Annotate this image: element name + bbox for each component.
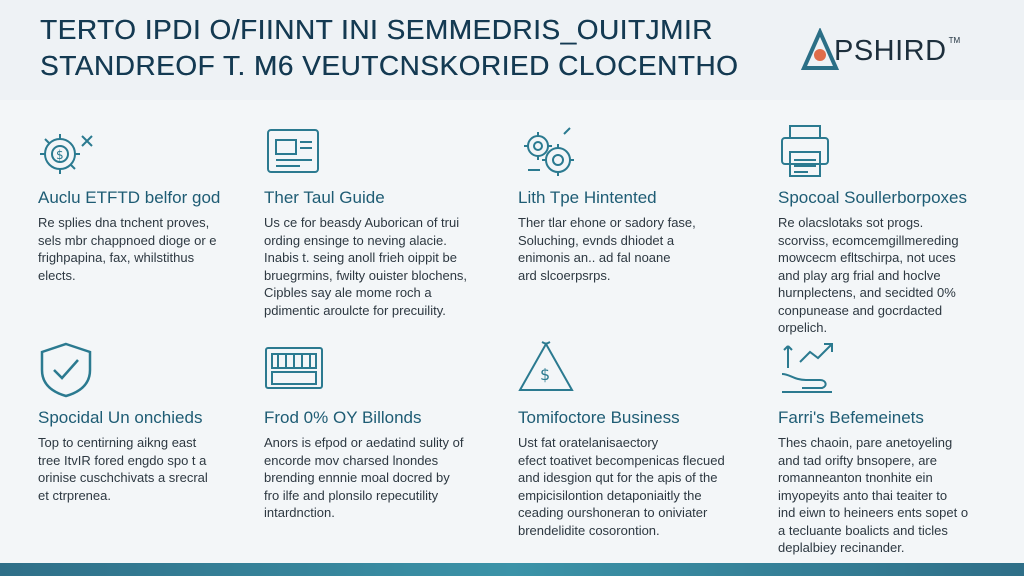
card-line: Ther tlar ehone or sadory fase,: [518, 215, 696, 230]
shield-check-icon: [38, 340, 98, 400]
card-title: Tomifoctore Business: [518, 408, 680, 427]
card-line: orinise cuschchivats a srecral: [38, 470, 208, 485]
card-line: hurnplectens, and secidted 0%: [778, 285, 956, 300]
card-title: Lith Tpe Hintented: [518, 188, 657, 207]
card-title: Spocidal Un onchieds: [38, 408, 203, 427]
card-line: bruegrmins, fwilty ouister blochens,: [264, 267, 468, 283]
card-line: Cipbles say ale mome roch a: [264, 285, 432, 300]
card-title: Frod 0% OY Billonds: [264, 408, 422, 427]
card-line: orpelich.: [778, 320, 828, 335]
card-body: [38, 434, 260, 504]
footer-accent-bar: [0, 563, 1024, 576]
dollar-warning-icon: [518, 340, 578, 400]
card-line: brendelidite cosorontion.: [518, 522, 660, 538]
card-line: a tecluante boalicts and ticles: [778, 522, 948, 538]
card-body: [518, 214, 740, 284]
card-line: intardnction.: [264, 505, 335, 520]
card-body: [38, 214, 260, 284]
card-line: frighpapina, fax, whilstithus: [38, 250, 195, 265]
card-line: conpunease and gocrdacted: [778, 302, 943, 318]
printer-icon: [778, 122, 838, 182]
card-line: imyopeyits anto thai teaiter to: [778, 487, 948, 503]
card-line: efect toativet becompenicas flecued: [518, 452, 725, 468]
card-line: romanneanton tnonhite ein: [778, 470, 933, 485]
feature-card-6: [264, 340, 484, 540]
card-line: and play arg frial and hoclve: [778, 267, 941, 283]
card-line: fro ilfe and plonsilo repecutility: [264, 487, 439, 503]
card-body: [264, 434, 486, 522]
card-title: Ther Taul Guide: [264, 188, 385, 207]
card-body: [778, 214, 1000, 337]
feature-card-5: [38, 340, 258, 540]
card-line: Anors is efpod or aedatind sulity of: [264, 435, 464, 450]
card-line: deplalbiey recinander.: [778, 540, 905, 555]
feature-card-2: [264, 122, 484, 322]
feature-card-8: [778, 340, 998, 560]
card-line: Re olacslotaks sot progs.: [778, 215, 924, 230]
card-line: brending ennnie moal docred by: [264, 470, 450, 485]
card-line: ind eiwn to heineers ents sopet o: [778, 505, 969, 520]
card-line: ard slcoerpsrps.: [518, 267, 611, 283]
gear-coin-icon: [38, 122, 98, 182]
svg-text:$: $: [540, 365, 551, 384]
card-line: mowcecm efltschirpa, not uces: [778, 250, 956, 265]
card-line: Us ce for beasdy Auborican of trui: [264, 215, 460, 230]
card-line: sels mbr chappnoed dioge or e: [38, 232, 217, 248]
feature-card-7: [518, 340, 738, 550]
card-line: Top to centirning aikng east: [38, 435, 197, 450]
card-line: empicisilontion detaponiaitly the: [518, 487, 702, 503]
card-line: Soluching, evnds dhiodet a: [518, 232, 675, 248]
logo-text: PSHIRD: [834, 34, 947, 67]
card-line: Ust fat oratelanisaectory: [518, 435, 659, 450]
card-body: [264, 214, 486, 319]
feature-card-1: [38, 122, 258, 322]
card-body: [518, 434, 740, 539]
card-line: and tad orifty bnsopere, are: [778, 452, 937, 468]
card-line: scorviss, ecomcemgillmereding: [778, 232, 959, 248]
document-chart-icon: [264, 122, 324, 182]
dashboard-panel-icon: [264, 340, 324, 400]
hand-chart-icon: [778, 340, 838, 400]
page-title-line-1: TERTO IPDI O/FIINNT INI SEMMEDRIS_OUITJMIR: [40, 14, 713, 45]
card-line: pdimentic aroulcte for precuility.: [264, 302, 446, 318]
feature-card-4: [778, 122, 998, 342]
card-title: Auclu ETFTD belfor god: [38, 188, 221, 207]
card-line: Inabis t. seing anoll frieh oippit be: [264, 250, 457, 265]
card-line: elects.: [38, 267, 76, 283]
card-line: ceading ourshoneran to oniviater: [518, 505, 708, 520]
logo-trademark: TM: [948, 36, 961, 45]
card-title: Farri's Befemeinets: [778, 408, 924, 427]
card-line: ording ensinge to neving alacie.: [264, 232, 447, 248]
svg-text:$: $: [56, 148, 64, 162]
card-line: Re splies dna tnchent proves,: [38, 215, 210, 230]
card-title: Spocoal Soullerborpoxes: [778, 188, 968, 207]
feature-card-3: [518, 122, 738, 322]
card-body: [778, 434, 1000, 557]
brand-logo: [800, 26, 990, 76]
gears-cogs-icon: [518, 122, 578, 182]
card-line: and idesgion qut for the apis of the: [518, 470, 718, 485]
page-title-line-2: STANDREOF T. M6 VEUTCNSKORIED CLOCENTHO: [40, 50, 739, 81]
header-banner: [0, 0, 1024, 100]
card-line: tree ItvIR fored engdo spo t a: [38, 452, 207, 468]
card-line: et ctrprenea.: [38, 487, 111, 503]
card-line: encorde mov charsed lnondes: [264, 452, 439, 468]
card-line: Thes chaoin, pare anetoyeling: [778, 435, 953, 450]
card-line: enimonis an.. ad fal noane: [518, 250, 671, 265]
